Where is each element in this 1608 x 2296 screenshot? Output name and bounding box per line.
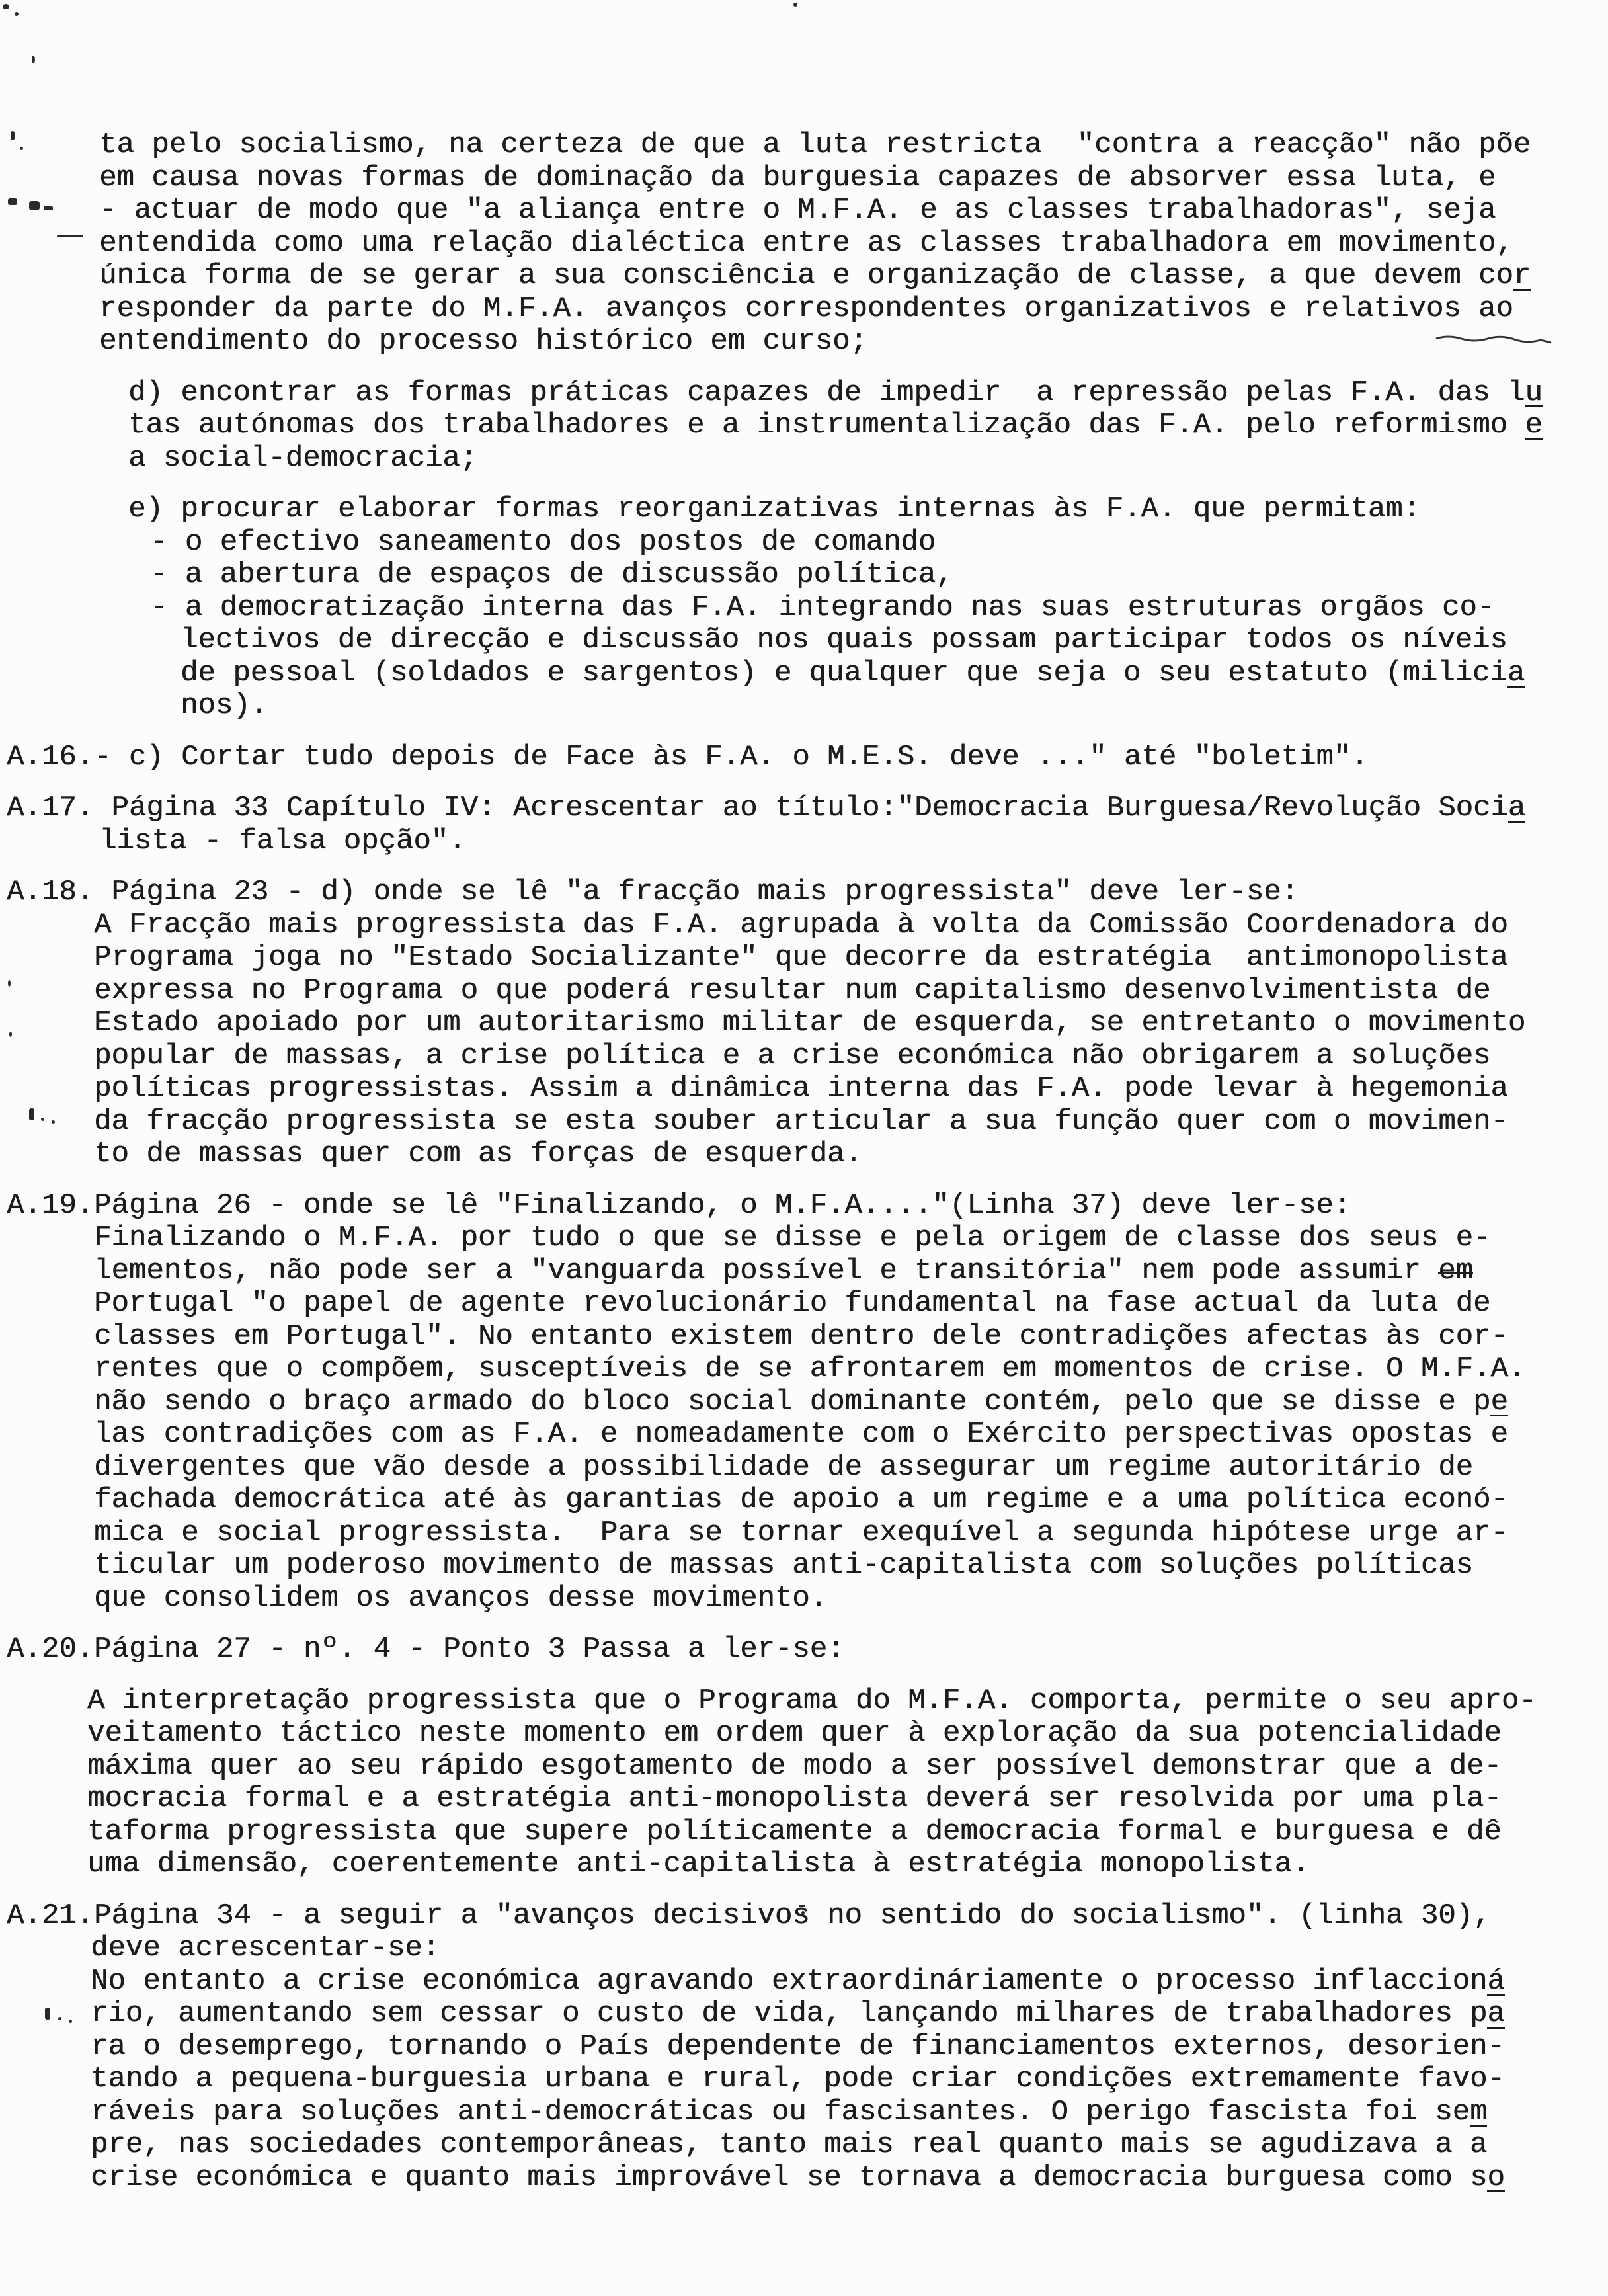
text-line: crise económica e quanto mais improvável se tornava a democracia burguesa como so [91, 2160, 1505, 2194]
amendment-a20-body [0, 1685, 1608, 1881]
text-line: ta pelo socialismo, na certeza de que a luta restricta "contra a reacção" não põe [99, 128, 1531, 161]
text-line: mica e social progressista. Para se tornar exequível a segunda hipótese urge ar- [94, 1516, 1508, 1549]
text-line: em causa novas formas de dominação da burguesia capazes de absorver essa luta, e [99, 161, 1496, 194]
text-line: pre, nas sociedades contemporâneas, tanto mais real quanto mais se agudizava a a [91, 2128, 1488, 2161]
text-line: responder da parte do M.F.A. avanços correspondentes organizativos e relativos ao [99, 292, 1513, 325]
text-line: las contradições com as F.A. e nomeadamente com o Exército perspectivas opostas e [94, 1418, 1508, 1451]
text-line: deve acrescentar-se: [91, 1932, 440, 1965]
item-e [0, 493, 1608, 723]
text-line: que consolidem os avanços desse movimento. [94, 1581, 827, 1615]
text-line: rio, aumentando sem cessar o custo de vida, lançando milhares de trabalhadores pa [91, 1997, 1505, 2030]
list-item: - a abertura de espaços de discussão política, [150, 558, 953, 591]
amendment-a21 [0, 1900, 1608, 2195]
text-line: não sendo o braço armado do bloco social dominante contém, pelo que se disse e pe [94, 1385, 1508, 1418]
amendment-a20-heading [0, 1633, 1608, 1666]
text-line: mocracia formal e a estratégia anti-monopolista deverá ser resolvida por uma pla- [87, 1782, 1502, 1815]
amendment-a18 [0, 876, 1608, 1171]
amendment-a19 [0, 1190, 1608, 1616]
item-d [0, 377, 1608, 475]
text-line: No entanto a crise económica agravando extraordináriamente o processo inflaccioná [91, 1964, 1505, 1998]
scan-speck [793, 3, 797, 7]
text-line: A.18. Página 23 - d) onde se lê "a fracção mais progressista" deve ler-se: [7, 876, 1299, 909]
text-line: A Fracção mais progressista das F.A. agrupada à volta da Comissão Coordenadora do [94, 908, 1508, 942]
text-line: entendimento do processo histórico em curso; [99, 325, 867, 358]
paragraph-intro [0, 129, 1608, 358]
text-line: lectivos de direcção e discussão nos quais possam participar todos os níveis [181, 624, 1508, 657]
text-line: A.16.- c) Cortar tudo depois de Face às F.A. o M.E.S. deve ..." até "boletim". [7, 740, 1369, 774]
text-line: A.17. Página 33 Capítulo IV: Acrescentar ao título:"Democracia Burguesa/Revolução Socia [7, 792, 1526, 825]
scan-speck [3, 4, 9, 9]
text-line: A.21.Página 34 - a seguir a "avanços decisivos no sentido do socialismo". (linha 30), [7, 1899, 1491, 1932]
text-line: taforma progressista que supere políticamente a democracia formal e burguesa e dê [87, 1815, 1502, 1848]
text-line: A.19.Página 26 - onde se lê "Finalizando, o M.F.A...."(Linha 37) deve ler-se: [7, 1188, 1351, 1222]
text-line: popular de massas, a crise política e a crise económica não obrigarem a soluções [94, 1039, 1491, 1073]
text-line: expressa no Programa o que poderá resultar num capitalismo desenvolvimentista de [94, 973, 1491, 1007]
text-line: veitamento táctico neste momento em ordem quer à exploração da sua potencialidade [87, 1717, 1502, 1750]
text-line: tas autónomas dos trabalhadores e a instrumentalização das F.A. pelo reformismo e [128, 409, 1543, 442]
text-line: máxima quer ao seu rápido esgotamento de modo a ser possível demonstrar que a de- [87, 1749, 1502, 1783]
text-line: nos). [181, 689, 268, 722]
text-line: ticular um poderoso movimento de massas anti-capitalista com soluções políticas [94, 1549, 1473, 1582]
text-line: Estado apoiado por um autoritarismo militar de esquerda, se entretanto o movimento [94, 1006, 1526, 1040]
scan-speck [32, 56, 35, 63]
text-line: lementos, não pode ser a "vanguarda possível e transitória" nem pode assumir em [94, 1254, 1473, 1288]
text-line: Portugal "o papel de agente revolucionário fundamental na fase actual da luta de [94, 1287, 1491, 1320]
text-line: uma dimensão, coerentemente anti-capitalista à estratégia monopolista. [87, 1848, 1310, 1881]
text-line: d) encontrar as formas práticas capazes de impedir a repressão pelas F.A. das lu [128, 376, 1543, 409]
scan-speck [15, 12, 19, 16]
text-line: ráveis para soluções anti-democráticas ou fascisantes. O perigo fascista foi sem [91, 2095, 1488, 2129]
text-line: to de massas quer com as forças de esquerda. [94, 1137, 862, 1170]
amendment-a17 [0, 792, 1608, 858]
text-line: fachada democrática até às garantias de apoio a um regime e a uma política econó- [94, 1483, 1508, 1516]
text-line: divergentes que vão desde a possibilidade de assegurar um regime autoritário de [94, 1450, 1473, 1484]
text-line: a social-democracia; [128, 441, 478, 475]
text-line: e) procurar elaborar formas reorganizativas internas às F.A. que permitam: [128, 493, 1420, 526]
text-line: única forma de se gerar a sua consciência e organização de classe, a que devem cor [99, 259, 1531, 292]
text-line: rentes que o compõem, susceptíveis de se afrontarem em momentos de crise. O M.F.A. [94, 1352, 1526, 1385]
text-line: entendida como uma relação dialéctica entre as classes trabalhadora em movimento, [99, 226, 1513, 260]
text-line: Programa joga no "Estado Socializante" que decorre da estratégia antimonopolista [94, 941, 1508, 974]
text-line: tando a pequena-burguesia urbana e rural, pode criar condições extremamente favo- [91, 2063, 1505, 2096]
text-line: A interpretação progressista que o Programa do M.F.A. comporta, permite o seu apro- [87, 1684, 1537, 1717]
text-line: da fracção progressista se esta souber articular a sua função quer com o movimen- [94, 1104, 1508, 1138]
document-body [0, 129, 1608, 2194]
amendment-a16 [0, 741, 1608, 774]
list-item: - a democratização interna das F.A. integrando nas suas estruturas orgãos co- [150, 591, 1495, 624]
text-line: políticas progressistas. Assim a dinâmica interna das F.A. pode levar à hegemonia [94, 1072, 1508, 1105]
text-line: classes em Portugal". No entanto existem dentro dele contradições afectas às cor- [94, 1319, 1508, 1353]
text-line: - actuar de modo que "a aliança entre o M.F.A. e as classes trabalhadoras", seja [99, 194, 1496, 227]
text-line: lista - falsa opção". [99, 824, 466, 858]
text-line: de pessoal (soldados e sargentos) e qualquer que seja o seu estatuto (milicia [181, 656, 1525, 690]
text-line: Finalizando o M.F.A. por tudo o que se disse e pela origem de classe dos seus e- [94, 1221, 1491, 1254]
text-line: ra o desemprego, tornando o País dependente de financiamentos externos, desorien- [91, 2030, 1505, 2063]
list-item: - o efectivo saneamento dos postos de comando [150, 525, 936, 559]
text-line: A.20.Página 27 - nº. 4 - Ponto 3 Passa a ler-se: [7, 1633, 845, 1666]
